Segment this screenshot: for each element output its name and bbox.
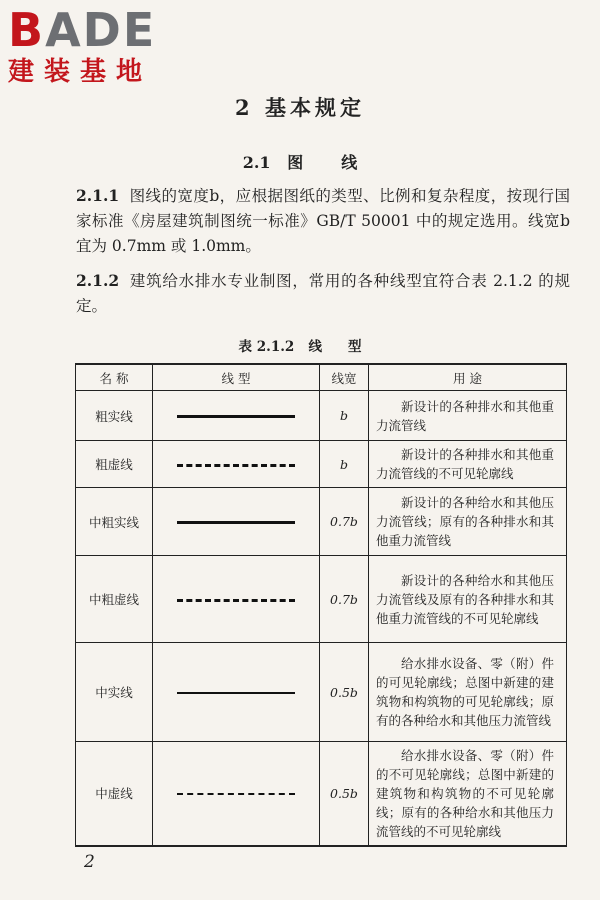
table-row — [76, 441, 567, 488]
table-row — [76, 643, 567, 742]
table-caption-a: 线 — [308, 339, 322, 355]
table-caption-b: 型 — [347, 339, 362, 355]
row-use: 新设计的各种排水和其他重力流管线 — [369, 391, 567, 441]
row-width: 0.7b — [320, 488, 369, 556]
row-line-sample — [153, 556, 320, 643]
table-row — [76, 742, 567, 846]
logo-brand: BADE — [8, 3, 157, 57]
header-name: 名 称 — [76, 364, 153, 391]
row-width: 0.5b — [320, 742, 369, 846]
section-title-a: 图 — [287, 153, 304, 172]
table-row — [76, 391, 567, 441]
row-width: b — [320, 391, 369, 441]
logo-subtitle: 建装基地 — [8, 57, 153, 87]
row-use: 新设计的各种排水和其他重力流管线的不可见轮廓线 — [369, 441, 567, 488]
table-row — [76, 556, 567, 643]
header-line: 线 型 — [153, 364, 320, 391]
row-use: 给水排水设备、零（附）件的可见轮廓线；总图中新建的建筑物和构筑物的可见轮廓线；原有的各种给水和其他压力流管线 — [369, 643, 567, 742]
row-use: 给水排水设备、零（附）件的不可见轮廓线；总图中新建的建筑物和构筑物的不可见轮廓线；原有的各种给水和其他压力流管线的不可见轮廓线 — [369, 742, 567, 846]
solid-line-sample — [177, 692, 295, 694]
header-width: 线宽 — [320, 364, 369, 391]
row-use: 新设计的各种给水和其他压力流管线及原有的各种排水和其他重力流管线的不可见轮廓线 — [369, 556, 567, 643]
row-line-sample — [153, 488, 320, 556]
row-name: 中粗实线 — [76, 488, 153, 556]
table-caption — [0, 335, 600, 355]
row-use: 新设计的各种给水和其他压力流管线；原有的各种排水和其他重力流管线 — [369, 488, 567, 556]
section-title-b: 线 — [341, 153, 358, 172]
solid-line-sample — [177, 521, 295, 524]
row-line-sample — [153, 391, 320, 441]
row-name: 中实线 — [76, 643, 153, 742]
page-number: 2 — [84, 852, 95, 872]
row-name: 中虚线 — [76, 742, 153, 846]
row-line-sample — [153, 643, 320, 742]
table-row — [76, 488, 567, 556]
paragraph-number: 2.1.2 — [76, 271, 120, 290]
section-number: 2.1 — [242, 153, 271, 172]
dashed-line-sample — [177, 464, 295, 467]
dashed-line-sample — [177, 599, 295, 602]
row-line-sample — [153, 742, 320, 846]
row-width: 0.5b — [320, 643, 369, 742]
paragraph-number: 2.1.1 — [76, 186, 120, 205]
header-use: 用 途 — [369, 364, 567, 391]
logo — [8, 3, 178, 88]
line-type-table — [75, 363, 567, 847]
row-name: 粗实线 — [76, 391, 153, 441]
section-heading — [0, 150, 600, 173]
row-name: 中粗虚线 — [76, 556, 153, 643]
row-line-sample — [153, 441, 320, 488]
chapter-title: 2 基本规定 — [235, 95, 365, 120]
row-name: 粗虚线 — [76, 441, 153, 488]
paragraph-text: 图线的宽度b，应根据图纸的类型、比例和复杂程度，按现行国家标准《房屋建筑制图统一标准》GB/T 50001 中的规定选用。线宽b宜为 0.7mm 或 1.0mm。 — [76, 187, 570, 255]
row-width: b — [320, 441, 369, 488]
paragraph-2-1-1 — [76, 183, 570, 259]
row-width: 0.7b — [320, 556, 369, 643]
table-header-row — [76, 364, 567, 391]
dashed-line-sample — [177, 793, 295, 795]
solid-line-sample — [177, 415, 295, 418]
paragraph-text: 建筑给水排水专业制图，常用的各种线型宜符合表 2.1.2 的规定。 — [76, 272, 570, 315]
paragraph-2-1-2 — [76, 268, 570, 319]
table-caption-number: 表 2.1.2 — [238, 339, 295, 355]
